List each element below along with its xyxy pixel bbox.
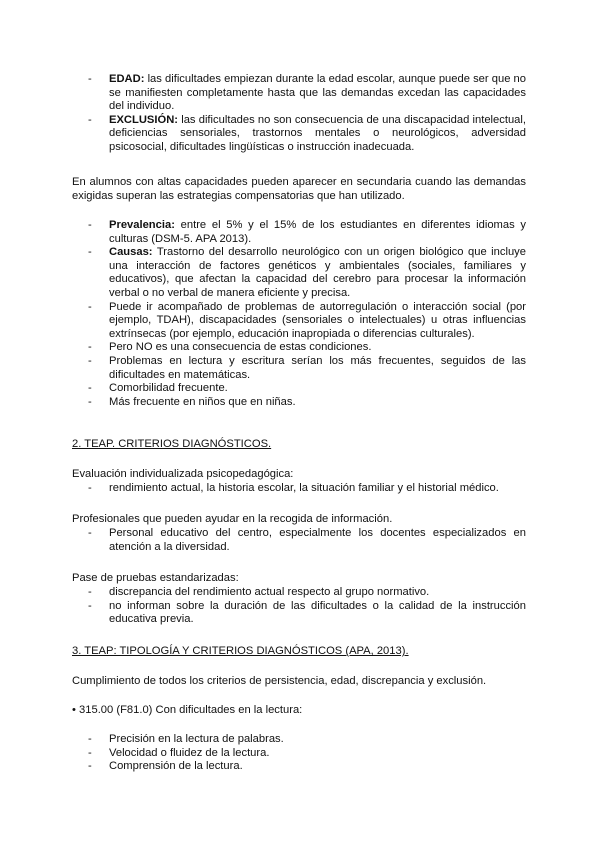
eval-list — [88, 482, 526, 496]
list-item: - rendimiento actual, la historia escolar, la situación familiar y el historial médico. — [88, 482, 526, 496]
eval-title: Evaluación individualizada psicopedagógica: — [72, 468, 294, 480]
pase-list — [88, 586, 526, 627]
pase-title: Pase de pruebas estandarizadas: — [72, 572, 239, 584]
cumplimiento-line: Cumplimiento de todos los criterios de persistencia, edad, discrepancia y exclusión. — [72, 675, 487, 687]
paragraph-altas-capacidades: En alumnos con altas capacidades pueden aparecer en secundaria cuando las demandas exigidas superan las estrategias compensatorias que han utilizado. — [72, 176, 526, 202]
list-item: - Pero NO es una consecuencia de estas condiciones. — [88, 341, 526, 355]
list-item: - no informan sobre la duración de las dificultades o la calidad de la instrucción educativa previa. — [88, 600, 526, 627]
code-line: • 315.00 (F81.0) Con dificultades en la lectura: — [72, 704, 303, 716]
list-item: - Causas: Trastorno del desarrollo neurológico con un origen biológico que incluye una interacción de factores genéticos y ambientales (sociales, familiares y educativos), que afectan la capacidad del cerebro para procesar la información verbal o no verbal de manera eficiente y precisa. — [88, 246, 526, 300]
list-item: - Velocidad o fluidez de la lectura. — [88, 747, 526, 761]
list-item: - Precisión en la lectura de palabras. — [88, 733, 526, 747]
list-item: - Comprensión de la lectura. — [88, 760, 526, 774]
criteria-list-continued — [88, 73, 526, 155]
list-item: - Puede ir acompañado de problemas de autorregulación o interacción social (por ejemplo, TDAH), discapacidades (sensoriales o intelectuales) u otras influencias extrínsecas (por ejemplo, educación inapropiada o diferencias culturales). — [88, 301, 526, 342]
characteristics-list — [88, 219, 526, 409]
list-item: - Comorbilidad frecuente. — [88, 382, 526, 396]
list-item: - EXCLUSIÓN: las dificultades no son consecuencia de una discapacidad intelectual, deficiencias sensoriales, trastornos mentales o neurológicos, adversidad psicosocial, dificultades lingüísticas o instrucción inadecuada. — [88, 114, 526, 155]
list-item: - Problemas en lectura y escritura serían los más frecuentes, seguidos de las dificultades en matemáticas. — [88, 355, 526, 382]
list-item: - Más frecuente en niños que en niñas. — [88, 396, 526, 410]
list-item: - EDAD: las dificultades empiezan durante la edad escolar, aunque puede ser que no se manifiesten completamente hasta que las demandas excedan las capacidades del individuo. — [88, 73, 526, 114]
prof-title: Profesionales que pueden ayudar en la recogida de información. — [72, 513, 393, 525]
reading-list — [88, 733, 526, 774]
list-item: - discrepancia del rendimiento actual respecto al grupo normativo. — [88, 586, 526, 600]
section-heading-3: 3. TEAP: TIPOLOGÍA Y CRITERIOS DIAGNÓSTICOS (APA, 2013). — [72, 645, 409, 657]
prof-list — [88, 527, 526, 554]
section-heading-2: 2. TEAP. CRITERIOS DIAGNÓSTICOS. — [72, 438, 272, 450]
list-item: - Prevalencia: entre el 5% y el 15% de los estudiantes en diferentes idiomas y culturas (DSM-5. APA 2013). — [88, 219, 526, 246]
list-item: - Personal educativo del centro, especialmente los docentes especializados en atención a la diversidad. — [88, 527, 526, 554]
